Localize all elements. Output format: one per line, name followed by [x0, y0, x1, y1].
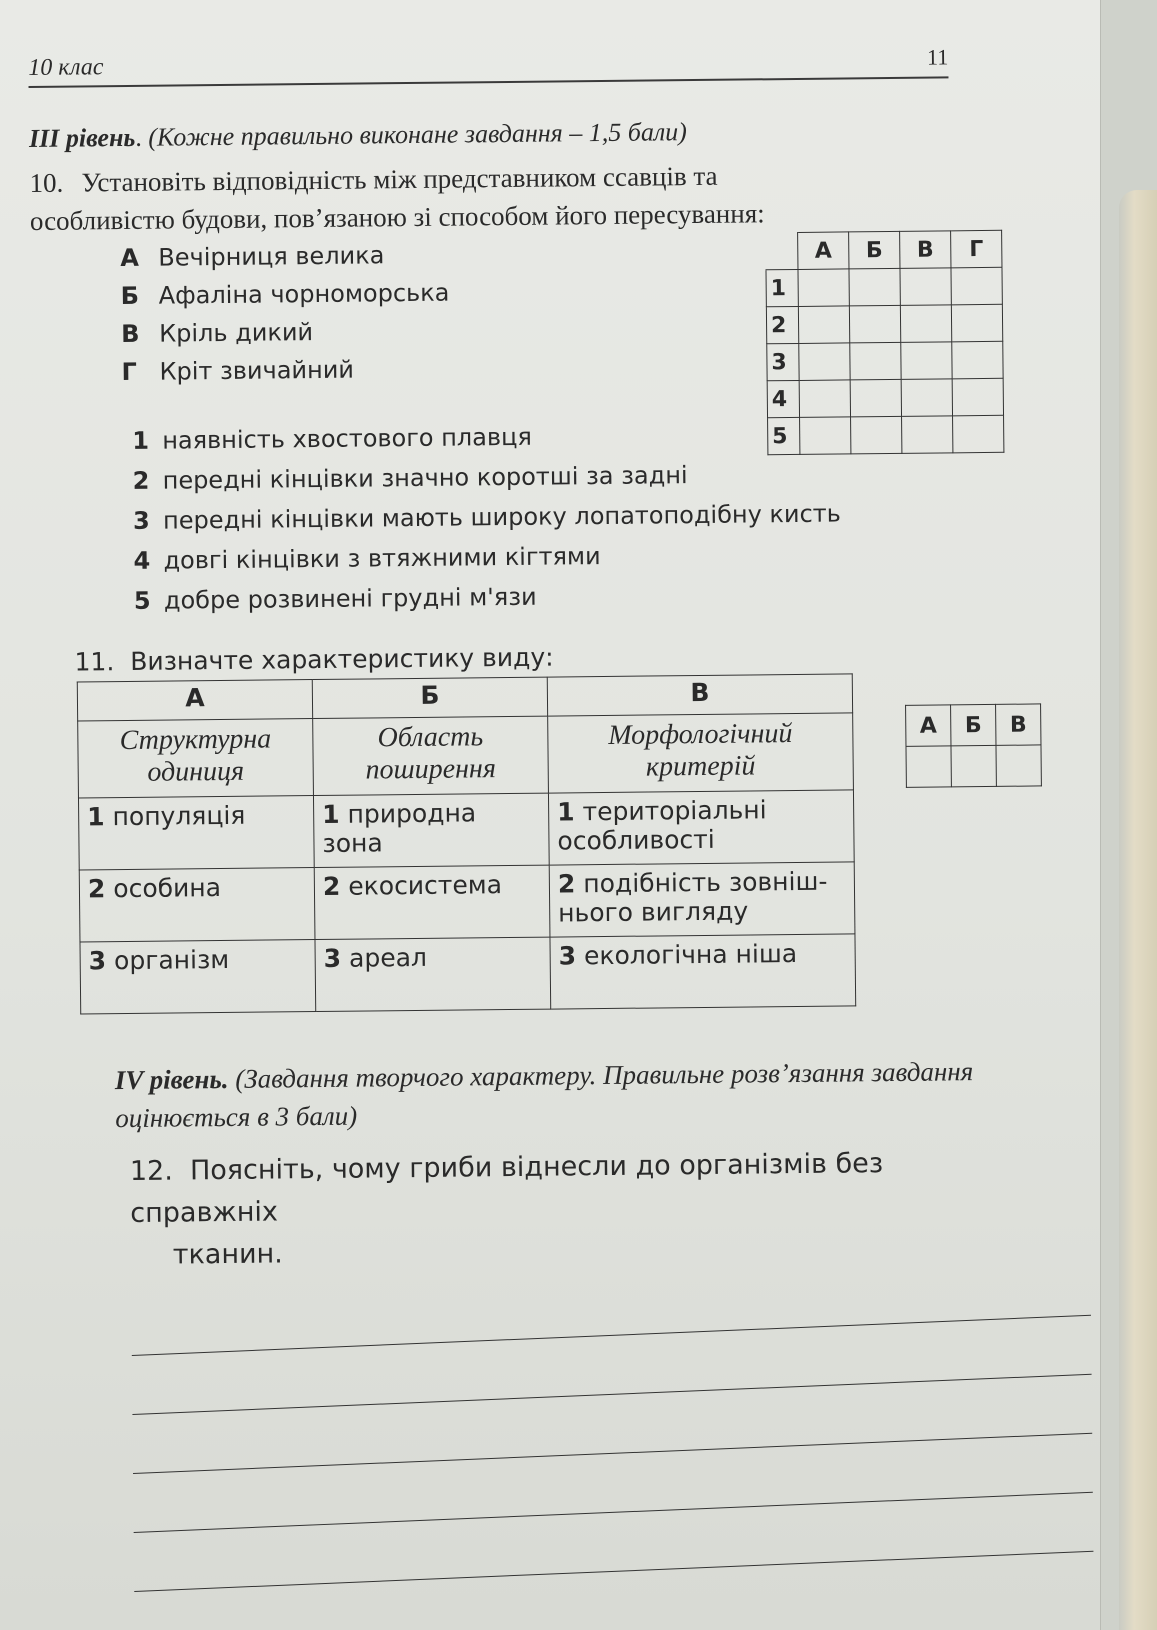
q10-feature-3: 3 передні кінцівки мають широку лопатоподібну кисть — [132, 499, 842, 535]
answer-cell[interactable] — [850, 379, 901, 417]
answer-cell[interactable] — [900, 268, 951, 306]
q11-subheader-v: Морфологічний критерій — [548, 713, 854, 793]
answer-cell[interactable] — [798, 269, 849, 307]
q10-option-a: А Вечірниця велика — [120, 241, 385, 273]
next-page-edge — [1119, 190, 1157, 1630]
answer-cell[interactable] — [902, 416, 953, 454]
page-number: 11 — [926, 44, 949, 70]
answer-cell[interactable] — [951, 267, 1002, 305]
answer-cell[interactable] — [951, 304, 1002, 342]
answer-cell[interactable] — [849, 268, 900, 306]
answer-cell[interactable] — [849, 305, 900, 343]
q11-cell: 1 природна зона — [313, 793, 549, 867]
q11-cell: 2 особина — [79, 868, 315, 942]
q11-cell: 3 організм — [80, 940, 316, 1014]
q12-number: 12. — [129, 1155, 174, 1187]
q11-col-b: Б — [951, 704, 996, 745]
q12-text-line2: тканин. — [172, 1238, 283, 1271]
level3-title: III рівень — [28, 122, 136, 153]
q10-row-3: 3 — [767, 343, 799, 380]
q10-text-line2: особливістю будови, пов’язаною зі способом його пересування: — [29, 198, 765, 236]
grade-label: 10 клас — [28, 54, 104, 81]
answer-cell[interactable] — [952, 378, 1003, 416]
q10-feature-4: 4 довгі кінцівки з втяжними кігтями — [133, 542, 601, 575]
answer-cell[interactable] — [800, 417, 851, 455]
q10-option-b: Б Афаліна чорноморська — [120, 278, 450, 311]
q11-subheader-b: Область поширення — [313, 716, 549, 795]
q10-feature-5: 5 добре розвинені грудні м'язи — [133, 582, 537, 615]
answer-cell[interactable] — [900, 305, 951, 343]
q10-option-v: В Кріль дикий — [120, 318, 314, 349]
question-10 — [29, 153, 1060, 240]
table-row — [80, 934, 856, 1014]
q11-cell: 1 популяція — [78, 796, 314, 870]
q11-table — [77, 673, 856, 1014]
q10-answer-grid — [765, 230, 1004, 455]
answer-cell[interactable] — [901, 379, 952, 417]
q11-cell: 2 екосистема — [314, 865, 550, 939]
page-header — [28, 26, 948, 88]
answer-cell[interactable] — [996, 745, 1041, 786]
q11-answer-grid — [905, 703, 1042, 787]
level4-heading — [115, 1051, 1096, 1137]
answer-cell[interactable] — [799, 343, 850, 381]
q10-row-5: 5 — [768, 417, 800, 454]
answer-cell[interactable] — [850, 342, 901, 380]
q11-cell: 3 екологічна ніша — [550, 934, 856, 1009]
answer-cell[interactable] — [798, 306, 849, 344]
q10-feature-2: 2 передні кінцівки значно коротші за задні — [132, 461, 688, 495]
q11-col-v: В — [996, 704, 1041, 745]
q11-header-b: Б — [312, 677, 547, 718]
answer-cell[interactable] — [799, 380, 850, 418]
q11-title: 11. Визначте характеристику виду: — [74, 642, 554, 677]
answer-cell[interactable] — [901, 342, 952, 380]
q10-features — [132, 414, 842, 621]
level4-title: IV рівень. — [114, 1063, 229, 1096]
q11-header-v: В — [547, 674, 852, 716]
table-row — [78, 790, 854, 870]
page-content — [28, 25, 1074, 1593]
q10-option-g: Г Кріт звичайний — [121, 355, 355, 387]
q10-row-1: 1 — [766, 269, 798, 306]
answer-cell[interactable] — [953, 415, 1004, 453]
question-11 — [34, 637, 1068, 1058]
level3-note: (Кожне правильно виконане завдання – 1,5 бали) — [148, 117, 688, 152]
q11-cell: 1 територіальні особливості — [548, 790, 854, 865]
q10-col-v: В — [900, 231, 951, 269]
q10-col-b: Б — [849, 231, 900, 269]
table-row — [79, 862, 855, 942]
q10-number: 10. — [29, 167, 64, 198]
q10-col-g: Г — [951, 230, 1002, 268]
answer-lines — [131, 1287, 1094, 1592]
q11-cell: 3 ареал — [315, 937, 551, 1011]
question-12 — [130, 1142, 1031, 1277]
answer-cell[interactable] — [951, 745, 996, 786]
q11-header-a: А — [77, 680, 312, 721]
q10-col-a: А — [798, 232, 849, 270]
q10-body — [30, 229, 1064, 640]
q10-text-line1: Установіть відповідність між представником ссавців та — [81, 160, 718, 198]
level4-note: (Завдання творчого характеру. Правильне розв’язання завдання оцінюється в 3 бали) — [115, 1056, 974, 1134]
q10-feature-1: 1 наявність хвостового плавця — [132, 422, 532, 455]
answer-cell[interactable] — [906, 746, 951, 787]
q11-cell: 2 подібність зовніш-нього вигляду — [549, 862, 855, 937]
q10-row-2: 2 — [766, 306, 798, 343]
q10-options — [120, 236, 450, 391]
q11-subheader-a: Структурна одиниця — [78, 719, 314, 798]
level3-heading: III рівень. (Кожне правильно виконане завдання – 1,5 бали) — [28, 117, 688, 153]
q11-col-a: А — [906, 705, 951, 746]
q12-text-line1: Поясніть, чому гриби віднесли до організмів без справжніх — [130, 1148, 884, 1229]
answer-cell[interactable] — [952, 341, 1003, 379]
answer-cell[interactable] — [851, 416, 902, 454]
q10-row-4: 4 — [767, 380, 799, 417]
